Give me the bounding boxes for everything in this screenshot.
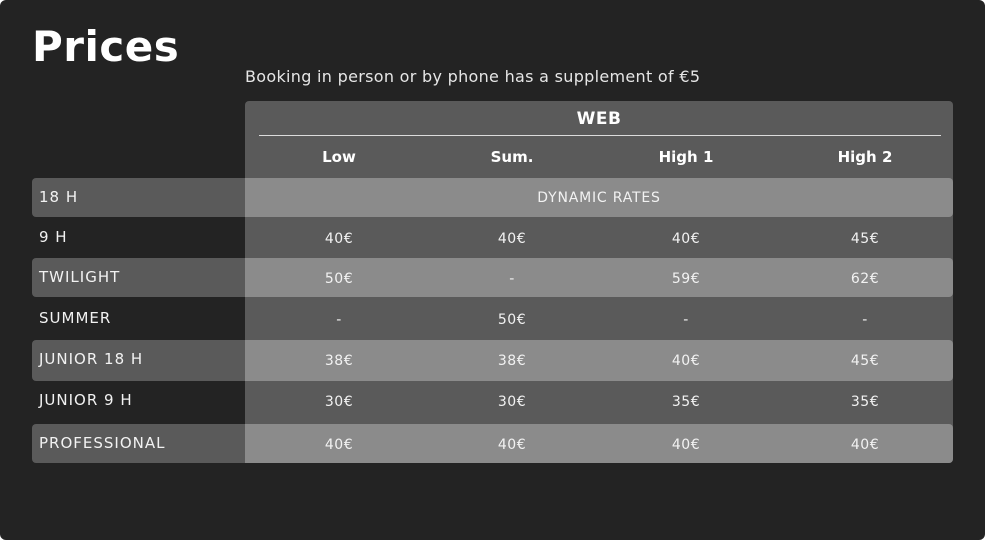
booking-supplement-note: Booking in person or by phone has a supplement of €5 bbox=[245, 67, 701, 86]
column-header-high-1: High 1 bbox=[658, 148, 714, 166]
price-high-1: 40€ bbox=[671, 353, 701, 369]
page-title: Prices bbox=[32, 22, 180, 71]
row-label: TWILIGHT bbox=[39, 268, 121, 286]
price-high-1: 35€ bbox=[671, 394, 701, 410]
price-high-1: - bbox=[683, 312, 689, 328]
price-high-2: 40€ bbox=[850, 437, 880, 453]
price-sum: - bbox=[509, 271, 515, 287]
table-row-junior-18h bbox=[32, 340, 953, 381]
price-low: 40€ bbox=[324, 437, 354, 453]
price-sum: 30€ bbox=[497, 394, 527, 410]
web-header: WEB bbox=[576, 109, 622, 129]
price-high-1: 59€ bbox=[671, 271, 701, 287]
price-sum: 38€ bbox=[497, 353, 527, 369]
column-header-high-2: High 2 bbox=[837, 148, 893, 166]
row-label: 9 H bbox=[39, 228, 68, 246]
row-label: JUNIOR 18 H bbox=[39, 350, 144, 368]
table-row-twilight bbox=[32, 258, 953, 297]
table-row-professional bbox=[32, 424, 953, 463]
price-sum: 50€ bbox=[497, 312, 527, 328]
price-high-1: 40€ bbox=[671, 437, 701, 453]
price-high-2: 35€ bbox=[850, 394, 880, 410]
price-low: 50€ bbox=[324, 271, 354, 287]
price-high-1: 40€ bbox=[671, 231, 701, 247]
row-label: SUMMER bbox=[39, 309, 112, 327]
price-high-2: 45€ bbox=[850, 231, 880, 247]
price-sum: 40€ bbox=[497, 231, 527, 247]
price-low: 38€ bbox=[324, 353, 354, 369]
price-low: 30€ bbox=[324, 394, 354, 410]
price-low: - bbox=[336, 312, 342, 328]
row-label: 18 H bbox=[39, 188, 79, 206]
price-high-2: - bbox=[862, 312, 868, 328]
row-label: PROFESSIONAL bbox=[39, 434, 166, 452]
table-row-junior-9h bbox=[32, 381, 953, 420]
price-sum: 40€ bbox=[497, 437, 527, 453]
table-row-summer bbox=[32, 299, 953, 338]
web-header-divider bbox=[259, 135, 941, 136]
price-low: 40€ bbox=[324, 231, 354, 247]
column-header-low: Low bbox=[322, 148, 356, 166]
row-label: JUNIOR 9 H bbox=[39, 391, 133, 409]
price-high-2: 45€ bbox=[850, 353, 880, 369]
price-high-2: 62€ bbox=[850, 271, 880, 287]
table-row-9h bbox=[32, 218, 953, 257]
table-row-18h bbox=[32, 178, 953, 217]
dynamic-rates-note: DYNAMIC RATES bbox=[537, 190, 661, 206]
column-header-sum: Sum. bbox=[490, 148, 534, 166]
